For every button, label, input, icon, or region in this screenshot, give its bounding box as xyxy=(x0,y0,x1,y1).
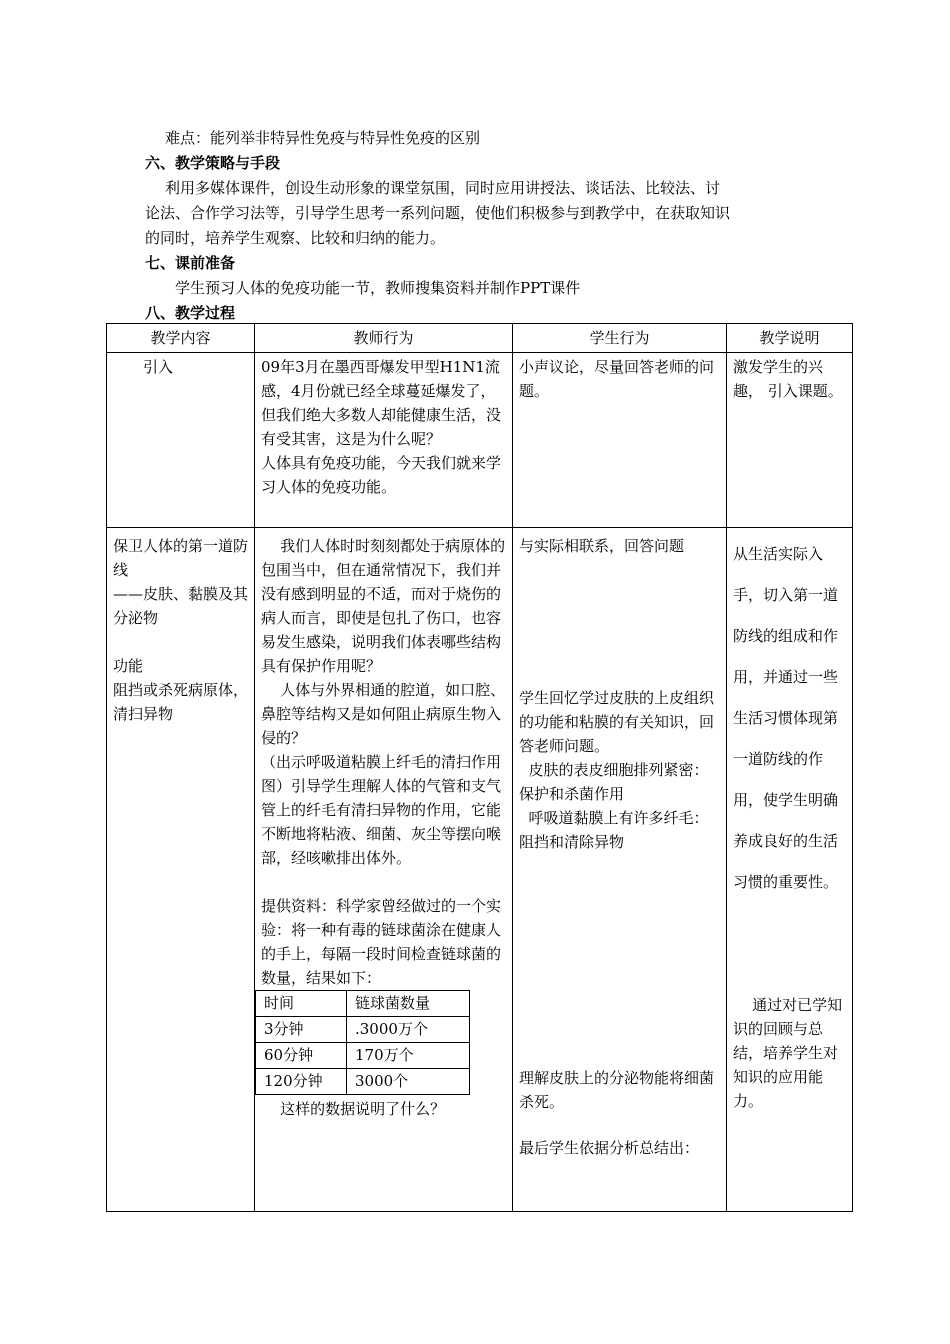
table-header-row xyxy=(107,324,853,353)
row2-content-b: 功能 阻挡或杀死病原体，清扫异物 xyxy=(113,657,249,723)
data-cell: 170万个 xyxy=(347,1043,470,1069)
row1-note: 激发学生的兴趣， 引入课题。 xyxy=(727,353,853,528)
data-cell: .3000万个 xyxy=(347,1017,470,1043)
section-8-title: 八、教学过程 xyxy=(145,304,236,322)
table-row xyxy=(107,353,853,528)
table-row xyxy=(107,528,853,1212)
header-student: 学生行为 xyxy=(513,324,727,353)
data-cell: 60分钟 xyxy=(256,1043,347,1069)
section-7-line-1: 学生预习人体的免疫功能一节，教师搜集资料并制作PPT课件 xyxy=(175,279,581,297)
section-6-line-2: 论法、合作学习法等，引导学生思考一系列问题，使他们积极参与到教学中，在获取知识 xyxy=(145,204,731,222)
data-cell: 3000个 xyxy=(347,1069,470,1095)
section-6-line-3: 的同时，培养学生观察、比较和归纳的能力。 xyxy=(145,229,446,247)
row2-teacher-b: 提供资料：科学家曾经做过的一个实验：将一种有毒的链球菌涂在健康人的手上，每隔一段时间检查链球菌的数量，结果如下： xyxy=(261,897,502,987)
data-row xyxy=(256,1017,470,1043)
data-row xyxy=(256,1043,470,1069)
row2-teacher-a: 我们人体时时刻刻都处于病原体的包围当中，但在通常情况下，我们并没有感到明显的不适，而对于烧伤的病人而言，即使是包扎了伤口，也容易发生感染，说明我们体表哪些结构具有保护作用呢？ 人体与外界相通的腔道，如口腔、鼻腔等结构又是如何阻止病原生物入侵的？ （出示呼吸道粘膜上纤毛的清扫作用图）引导学生理解人体的气管和支气管上的纤毛有清扫异物的作用，它能不断地将粘液、细菌、灰尘等摆向喉部，经咳嗽排出体外。 xyxy=(261,537,506,867)
row2-content xyxy=(107,528,255,1212)
data-header-count: 链球菌数量 xyxy=(347,991,470,1017)
section-7-title: 七、课前准备 xyxy=(145,254,236,272)
row2-teacher xyxy=(255,528,513,1212)
row2-content-a: 保卫人体的第一道防线 ——皮肤、黏膜及其分泌物 xyxy=(113,537,249,627)
teaching-process-table xyxy=(106,323,853,1212)
header-note: 教学说明 xyxy=(727,324,853,353)
streptococcus-data-table xyxy=(255,990,470,1095)
section-6-line-1: 利用多媒体课件，创设生动形象的课堂氛围，同时应用讲授法、谈话法、比较法、讨 xyxy=(165,179,721,197)
row2-teacher-c: 这样的数据说明了什么？ xyxy=(261,1100,446,1118)
difficulty-text: 难点：能列举非特异性免疫与特异性免疫的区别 xyxy=(165,129,481,147)
data-cell: 120分钟 xyxy=(256,1069,347,1095)
header-teacher: 教师行为 xyxy=(255,324,513,353)
row2-student-d: 最后学生依据分析总结出： xyxy=(519,1139,700,1157)
row2-note-a: 从生活实际入手，切入第一道防线的组成和作用，并通过一些生活习惯体现第一道防线的作用，使学生明确养成良好的生活习惯的重要性。 xyxy=(733,545,839,891)
header-content: 教学内容 xyxy=(107,324,255,353)
row1-teacher: 09年3月在墨西哥爆发甲型H1N1流感，4月份就已经全球蔓延爆发了，但我们绝大多数人却能健康生活，没有受其害，这是为什么呢？ 人体具有免疫功能，今天我们就来学习人体的免疫功能。 xyxy=(255,353,513,528)
row2-student-b: 学生回忆学过皮肤的上皮组织的功能和粘膜的有关知识，回答老师问题。 皮肤的表皮细胞排列紧密：保护和杀菌作用 呼吸道黏膜上有许多纤毛：阻挡和清除异物 xyxy=(519,689,715,851)
row2-student xyxy=(513,528,727,1212)
data-header-time: 时间 xyxy=(256,991,347,1017)
data-row xyxy=(256,1069,470,1095)
data-cell: 3分钟 xyxy=(256,1017,347,1043)
row1-content: 引入 xyxy=(107,353,255,528)
section-6-title: 六、教学策略与手段 xyxy=(145,154,281,172)
row2-note xyxy=(727,528,853,1212)
row1-student: 小声议论，尽量回答老师的问题。 xyxy=(513,353,727,528)
row2-student-a: 与实际相联系，回答问题 xyxy=(519,537,685,555)
row2-student-c: 理解皮肤上的分泌物能将细菌杀死。 xyxy=(519,1069,715,1111)
row2-note-b: 通过对已学知识的回顾与总结，培养学生对知识的应用能力。 xyxy=(733,996,843,1110)
